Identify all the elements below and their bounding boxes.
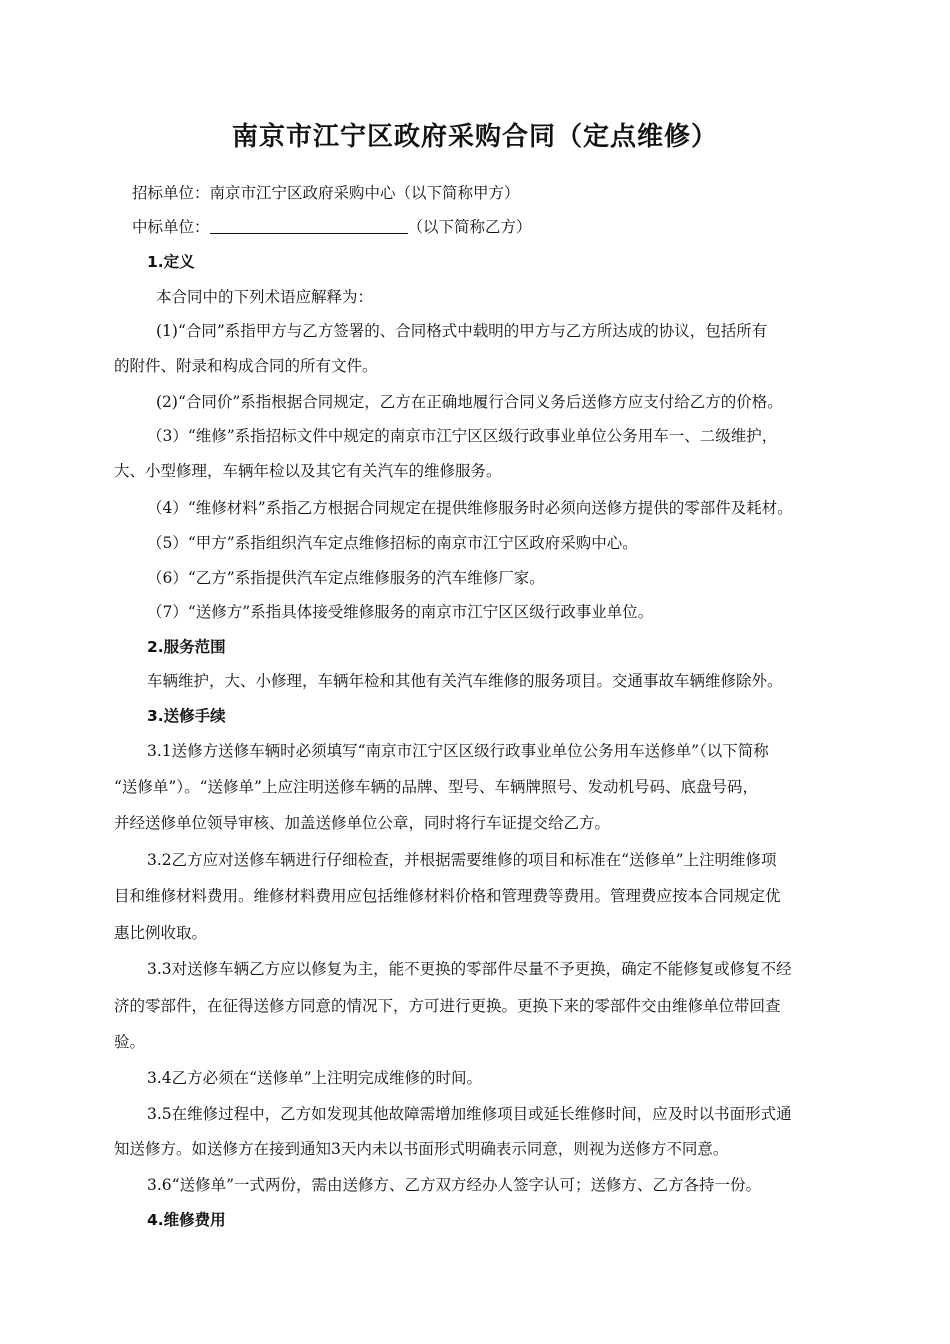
clause-3-1-line-1: 3.1送修方送修车辆时必须填写“南京市江宁区区级行政事业单位公务用车送修单”（以下简称 — [147, 742, 769, 760]
clause-3-6: 3.6“送修单”一式两份，需由送修方、乙方双方经办人签字认可；送修方、乙方各持一份。 — [147, 1176, 762, 1194]
clause-3-5-line-2: 知送修方。如送修方在接到通知3天内未以书面形式明确表示同意，则视为送修方不同意。 — [114, 1140, 729, 1158]
definition-5: （5）“甲方”系指组织汽车定点维修招标的南京市江宁区政府采购中心。 — [147, 534, 638, 552]
definition-4: （4）“维修材料”系指乙方根据合同规定在提供维修服务时必须向送修方提供的零部件及耗材。 — [147, 499, 793, 517]
winning-unit-label: 中标单位： — [132, 218, 210, 236]
page-title: 南京市江宁区政府采购合同（定点维修） — [231, 122, 718, 152]
clause-3-4: 3.4乙方必须在“送修单”上注明完成维修的时间。 — [147, 1069, 482, 1087]
clause-3-2-line-2: 目和维修材料费用。维修材料费用应包括维修材料价格和管理费等费用。管理费应按本合同规定优 — [114, 887, 781, 905]
winning-unit-blank — [210, 217, 408, 234]
clause-3-2-line-3: 惠比例收取。 — [114, 924, 208, 942]
definition-2: (2)“合同价”系指根据合同规定，乙方在正确地履行合同义务后送修方应支付给乙方的价格。 — [156, 393, 783, 411]
winning-unit-line — [132, 216, 532, 238]
section-1-heading: 1.定义 — [147, 253, 195, 271]
clause-3-2-line-1: 3.2乙方应对送修车辆进行仔细检查，并根据需要维修的项目和标准在“送修单”上注明维修项 — [147, 851, 777, 869]
section-2-heading: 2.服务范围 — [147, 638, 226, 656]
section-3-heading: 3.送修手续 — [147, 707, 226, 725]
definition-7: （7）“送修方”系指具体接受维修服务的南京市江宁区区级行政事业单位。 — [147, 603, 654, 621]
section-4-heading: 4.维修费用 — [147, 1211, 226, 1229]
definition-1-line-2: 的附件、附录和构成合同的所有文件。 — [114, 357, 378, 375]
clause-3-3-line-3: 验。 — [114, 1033, 146, 1051]
section-2-text: 车辆维护，大、小修理，车辆年检和其他有关汽车维修的服务项目。交通事故车辆维修除外。 — [147, 672, 783, 690]
clause-3-1-line-2: “送修单”）。“送修单”上应注明送修车辆的品牌、型号、车辆牌照号、发动机号码、底盘号码， — [114, 778, 758, 796]
clause-3-5-line-1: 3.5在维修过程中，乙方如发现其他故障需增加维修项目或延长维修时间，应及时以书面形式通 — [147, 1105, 792, 1123]
clause-3-1-line-3: 并经送修单位领导审核、加盖送修单位公章，同时将行车证提交给乙方。 — [114, 814, 611, 832]
section-1-intro: 本合同中的下列术语应解释为： — [156, 288, 374, 306]
definition-3-line-1: （3）“维修”系指招标文件中规定的南京市江宁区区级行政事业单位公务用车一、二级维护， — [147, 427, 778, 445]
definition-1-line-1: (1)“合同”系指甲方与乙方签署的、合同格式中载明的甲方与乙方所达成的协议，包括所有 — [156, 322, 768, 340]
clause-3-3-line-2: 济的零部件，在征得送修方同意的情况下，方可进行更换。更换下来的零部件交由维修单位带回查 — [114, 997, 781, 1015]
definition-3-line-2: 大、小型修理，车辆年检以及其它有关汽车的维修服务。 — [114, 462, 502, 480]
winning-unit-suffix: （以下简称乙方） — [407, 218, 532, 236]
clause-3-3-line-1: 3.3对送修车辆乙方应以修复为主，能不更换的零部件尽量不予更换，确定不能修复或修复不经 — [147, 960, 792, 978]
tender-unit-label: 招标单位： — [132, 184, 210, 202]
tender-unit-value: 南京市江宁区政府采购中心（以下简称甲方） — [209, 184, 520, 202]
definition-6: （6）“乙方”系指提供汽车定点维修服务的汽车维修厂家。 — [147, 569, 545, 587]
tender-unit-line — [132, 182, 520, 204]
